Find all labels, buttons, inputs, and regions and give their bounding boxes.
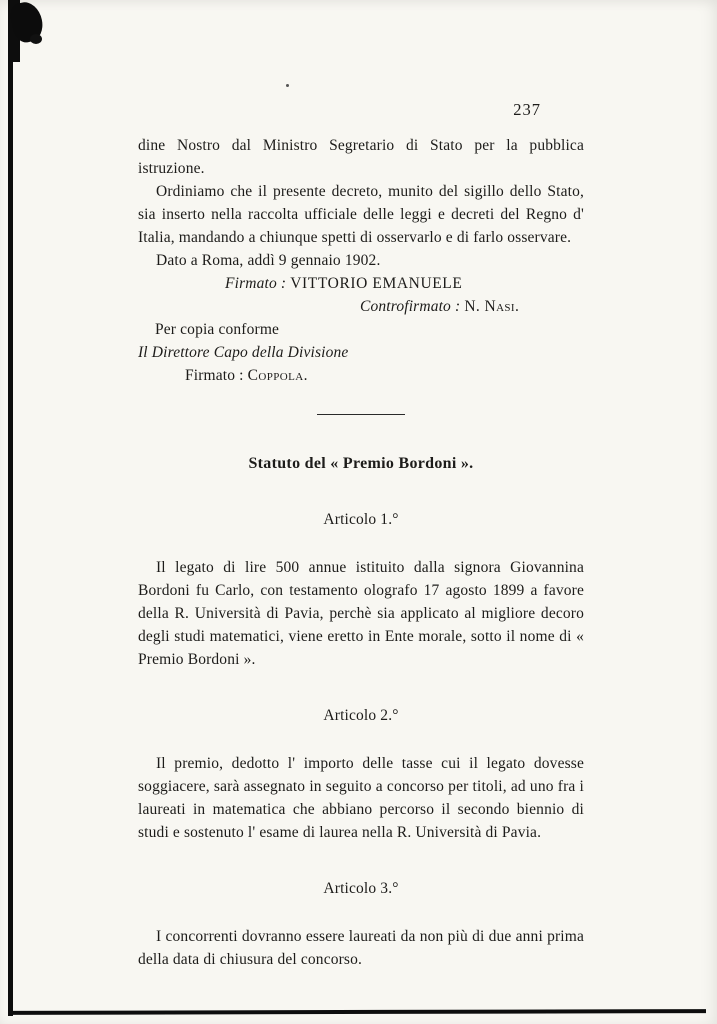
scan-ink-blob-small xyxy=(30,34,42,44)
page-number: 237 xyxy=(513,100,541,119)
signature-line-coppola xyxy=(138,364,584,387)
article-1-heading: Articolo 1.° xyxy=(323,511,399,528)
article-2-heading: Articolo 2.° xyxy=(323,707,399,724)
scan-speck xyxy=(286,84,289,87)
article-3-body: I concorrenti dovranno essere laureati da non più di due anni prima della data di chiusura del concorso. xyxy=(138,928,584,968)
article-3-heading: Articolo 3.° xyxy=(323,880,399,897)
firmato-label: Firmato : xyxy=(225,275,287,292)
signature-line-signed xyxy=(138,272,584,295)
paragraph-dato: Dato a Roma, addì 9 gennaio 1902. xyxy=(156,252,381,269)
scan-edge-bottom xyxy=(8,1009,706,1015)
signature-line-countersigned xyxy=(138,295,584,318)
coppola-name: Coppola. xyxy=(247,367,308,384)
article-2-body: Il premio, dedotto l' importo delle tasse cui il legato dovesse soggiacere, sarà assegnato in seguito a concorso per titoli, ad uno fra i laureati in matematica che abbiano percorso il secondo biennio di studi e sostenuto l' esame di laurea nella R. Università di Pavia. xyxy=(138,755,584,841)
page-content xyxy=(138,134,584,971)
statute-title: Statuto del « Premio Bordoni ». xyxy=(248,455,474,472)
article-1-body: Il legato di lire 500 annue istituito dalla signora Giovannina Bordoni fu Carlo, con testamento olografo 17 agosto 1899 a favore della R. Università di Pavia, perchè sia applicato al migliore decoro degli studi matematici, viene eretto in Ente morale, sotto il nome di « Premio Bordoni ». xyxy=(138,559,584,668)
director-title-line: Il Direttore Capo della Divisione xyxy=(138,344,349,361)
scan-edge-left xyxy=(8,0,13,1016)
signed-name: VITTORIO EMANUELE xyxy=(290,275,463,292)
paragraph-ordiniamo: Ordiniamo che il presente decreto, munito del sigillo dello Stato, sia inserto nella raccolta ufficiale delle leggi e decreti del Regno d' Italia, mandando a chiunque spetti di osservarlo e di farlo osservare. xyxy=(138,183,584,246)
copy-conform-line: Per copia conforme xyxy=(155,321,280,338)
countersigned-name: N. Nasi. xyxy=(464,298,520,315)
section-divider xyxy=(317,414,405,415)
firmato-label-2: Firmato : xyxy=(185,367,244,384)
paragraph-continuation: dine Nostro dal Ministro Segretario di Stato per la pubblica istruzione. xyxy=(138,137,584,177)
controfirmato-label: Controfirmato : xyxy=(360,298,461,315)
